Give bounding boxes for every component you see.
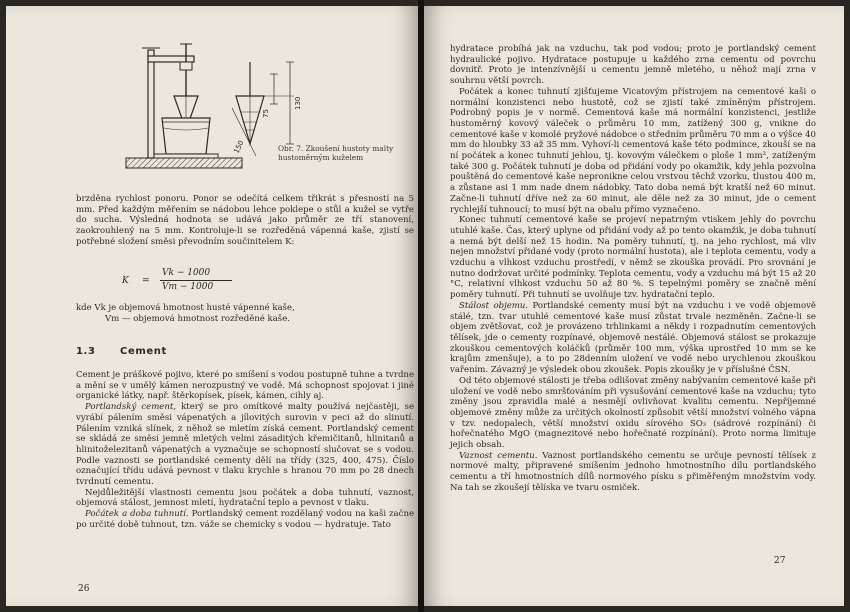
formula-denominator: Vm − 1000	[162, 282, 214, 292]
paragraph-cement-strength	[450, 451, 816, 494]
paragraph-lead: Stálost objemu.	[459, 300, 529, 311]
paragraph-text: Portlandské cementy musí být na vzduchu i ve vodě objemově stálé, tzn. tvar utuhlé cementové kaše musí zůstat trvale nezměněn. Začne-li se objem zvětšovat, což je provázeno trhlinkami a někdy i rozpadnutím cementových tělísek, jde o cementy rozpínavé, objemově nestálé. Objemová stálost se prokazuje zkouškou cementových koláčků (průměr 100 mm, výška uprostřed 10 mm se ke krajům zmenšuje), a to po 28denním uložení ve vodě nebo urychlenou zkouškou vařením. Závazný je výsledek obou zkoušek. Popis zkoušky je v příslušné ČSN.	[450, 300, 816, 376]
dimension-label-150: 150	[232, 139, 246, 155]
right-page	[424, 6, 844, 606]
paragraph-setting-time	[76, 509, 414, 530]
paragraph-text: Portlandský cement rozdělaný vodou na kaši začne po určité době tuhnout, tzn. váže se chemicky s vodou — hydratuje. Tato	[76, 509, 415, 530]
formula-k	[116, 268, 296, 294]
paragraph-volume-stability	[450, 301, 816, 376]
formula-equals: =	[142, 276, 150, 286]
page-number: 26	[78, 584, 90, 594]
formula-k-symbol: K	[122, 276, 129, 286]
paragraph-text: brzděna rychlost ponoru. Ponor se odečítá celkem třikrát s přesností na 5 mm. Před každým měřením se nádobou lehce poklepe o stůl a kužel se vytře do sucha. Výsledná hodnota se udává jako průměr ze tří stanovení, zaokrouhlený na 5 mm. Kontroluje-li se rozředěná vápenná kaše, zjistí se potřebné složení směsi převodním součinitelem K:	[76, 194, 414, 247]
formula-fraction-bar	[160, 280, 232, 281]
paragraph-lead: Vaznost cementu.	[459, 450, 538, 461]
paragraph-volume-changes: Od této objemové stálosti je třeba odlišovat změny nabývaním cementové kaše při uložení ve vodě nebo smršťováním při vysušování cementové kaše na vzduchu; tyto změny jsou zpravidla malé a nesmějí ovlivňovat kvalitu cementu. Nepříjemné objemové změny může za určitých okolností způsobit větší množství volného vápna v tzv. nedopalech, větší množství oxidu sírového SO₃ (sádrové rozpínání) či hořečnatého MgO (magnezitové nebo hořečnaté rozpínání). Proto norma limituje jejich obsah.	[450, 375, 816, 451]
page-number: 27	[774, 556, 786, 566]
definition-vk: kde Vk je objemová hmotnost husté vápenné kaše,	[76, 303, 295, 313]
definition-vm: Vm — objemová hmotnost rozředěné kaše.	[105, 313, 290, 324]
right-page-body	[450, 44, 816, 494]
paragraph-lead: Portlandský cement,	[85, 402, 177, 413]
section-number: 1.3	[76, 346, 96, 357]
paragraph-top	[76, 194, 414, 248]
paragraph-text: který se pro omítkové malty používá nejčastěji, se vyrábí pálením směsi vápenatých a jílovitých surovin v peci až do slinutí. Pálením vzniká slínek, z něhož se mletím získá cement. Portlandský cement se skládá ze směsí jemně mletých velmi zásaditých křemičitanů, hlinitanů a hlinitoželezitanů vápenatých a vyznačuje se schopností slučovat se s vodou. Podle vaznosti se portlandské cementy dělí na třídy (325, 400, 475). Číslo označující třídu udává pevnost v tlaku krychle s hranou 70 mm po 28 dnech tvrdnutí cementu.	[76, 402, 414, 488]
dimension-label-75: 75	[262, 109, 270, 118]
left-page	[6, 6, 418, 606]
paragraph-lead: Počátek a doba tuhnutí.	[85, 509, 189, 520]
formula-numerator: Vk − 1000	[162, 268, 211, 278]
section-title: Cement	[120, 346, 167, 357]
hustomer-apparatus-illustration	[124, 34, 414, 186]
paragraph-cement-definition: Cement je práškové pojivo, které po smíšení s vodou postupně tuhne a tvrdne a mění se v umělý kámen nerozpustný ve vodě. Má schopnost spojovat i jiné organické látky, např. štěrkopísek, písek, kámen, cihly aj.	[76, 370, 414, 402]
paragraph-portland-cement	[76, 402, 414, 488]
figure-caption: Obr. 7. Zkoušení hustoty malty hustoměrným kuželem	[278, 144, 394, 162]
paragraph-vicat-test: Počátek a konec tuhnutí zjišťujeme Vicatovým přístrojem na cementové kaši o normální konzistenci nebo hustotě, což se zjistí také zmíněným přístrojem. Podrobný popis je v normě. Cementová kaše má normální konzistenci, jestliže hustoměrný kovový váleček o průměru 10 mm, zatížený 300 g, vnikne do cementové kaše v komolé pryžové nádobce o středním průměru 70 mm a o výšce 40 mm do hloubky 33 až 35 mm. Vyhoví-li cementová kaše této podmínce, zkouší se na ní počátek a konec tuhnutí jehlou, tj. kovovým válečkem o ploše 1 mm², zatíženým také 300 g. Počátek tuhnutí je doba od přidání vody po okamžik, kdy jehla pozvolna pouštěná do cementové kaše nepronikne celou vrstvou těchž vzorku, tlustou 400 m, a zůstane asi 1 mm nade dnem nádobky. Tato doba nemá být kratší než 60 minut. Začne-li tuhnutí dříve než za 60 minut, ale děle než za 30 minut, jde o cement rychlejší tuhnoucí; to musí být na obalu přímo vyznačeno.	[450, 86, 816, 215]
paragraph-hydration: hydratace probíhá jak na vzduchu, tak pod vodou; proto je portlandský cement hydraulické pojivo. Hydratace postupuje u každého zrna cementu od povrchu dovnitř. Proto je intenzívnější u cementu jemně mletého, u něhož mají zrna v souhrnu větší povrch.	[450, 44, 816, 87]
cement-body	[76, 370, 414, 531]
dimension-label-130: 130	[294, 96, 302, 110]
formula-definitions	[76, 303, 406, 325]
section-heading	[76, 346, 167, 357]
paragraph-text: Vaznost portlandského cementu se určuje pevností tělísek z normové malty, připravené smíšením jednoho hmotnostního dílu portlandského cementu a tří hmotnostních dílů normového písku s přiměřeným množstvím vody. Na tah se zkoušejí tělíska ve tvaru osmiček.	[450, 450, 816, 493]
paragraph-end-of-setting: Konec tuhnutí cementové kaše se projeví nepatrným vtiskem jehly do povrchu utuhlé kaše. Čas, který uplyne od přidání vody až po tento okamžik, je doba tuhnutí a nemá být delší než 15 hodin. Na poměry tuhnutí, tj. na jeho rychlost, má vliv nejen množství přidané vody (proto normální hustota), ale i teplota cementu, vody a vzduchu a vlhkost vzduchu prostředí, v němž se zkouška provádí. Pro srovnání je nutno dodržovat určité podmínky. Teplota cementu, vody a vzduchu má být 15 až 20 °C, relativní vlhkost vzduchu 50 až 80 %. S tepelnými poměry se značně mění poměry tuhnutí. Při tuhnutí se uvolňuje tzv. hydratační teplo.	[450, 215, 816, 301]
paragraph-properties: Nejdůležitější vlastnosti cementu jsou počátek a doba tuhnutí, vaznost, objemová stálost, jemnost mletí, hydratační teplo a pevnost v tlaku.	[76, 487, 414, 509]
figure-hustomer-kuzel	[124, 34, 414, 186]
